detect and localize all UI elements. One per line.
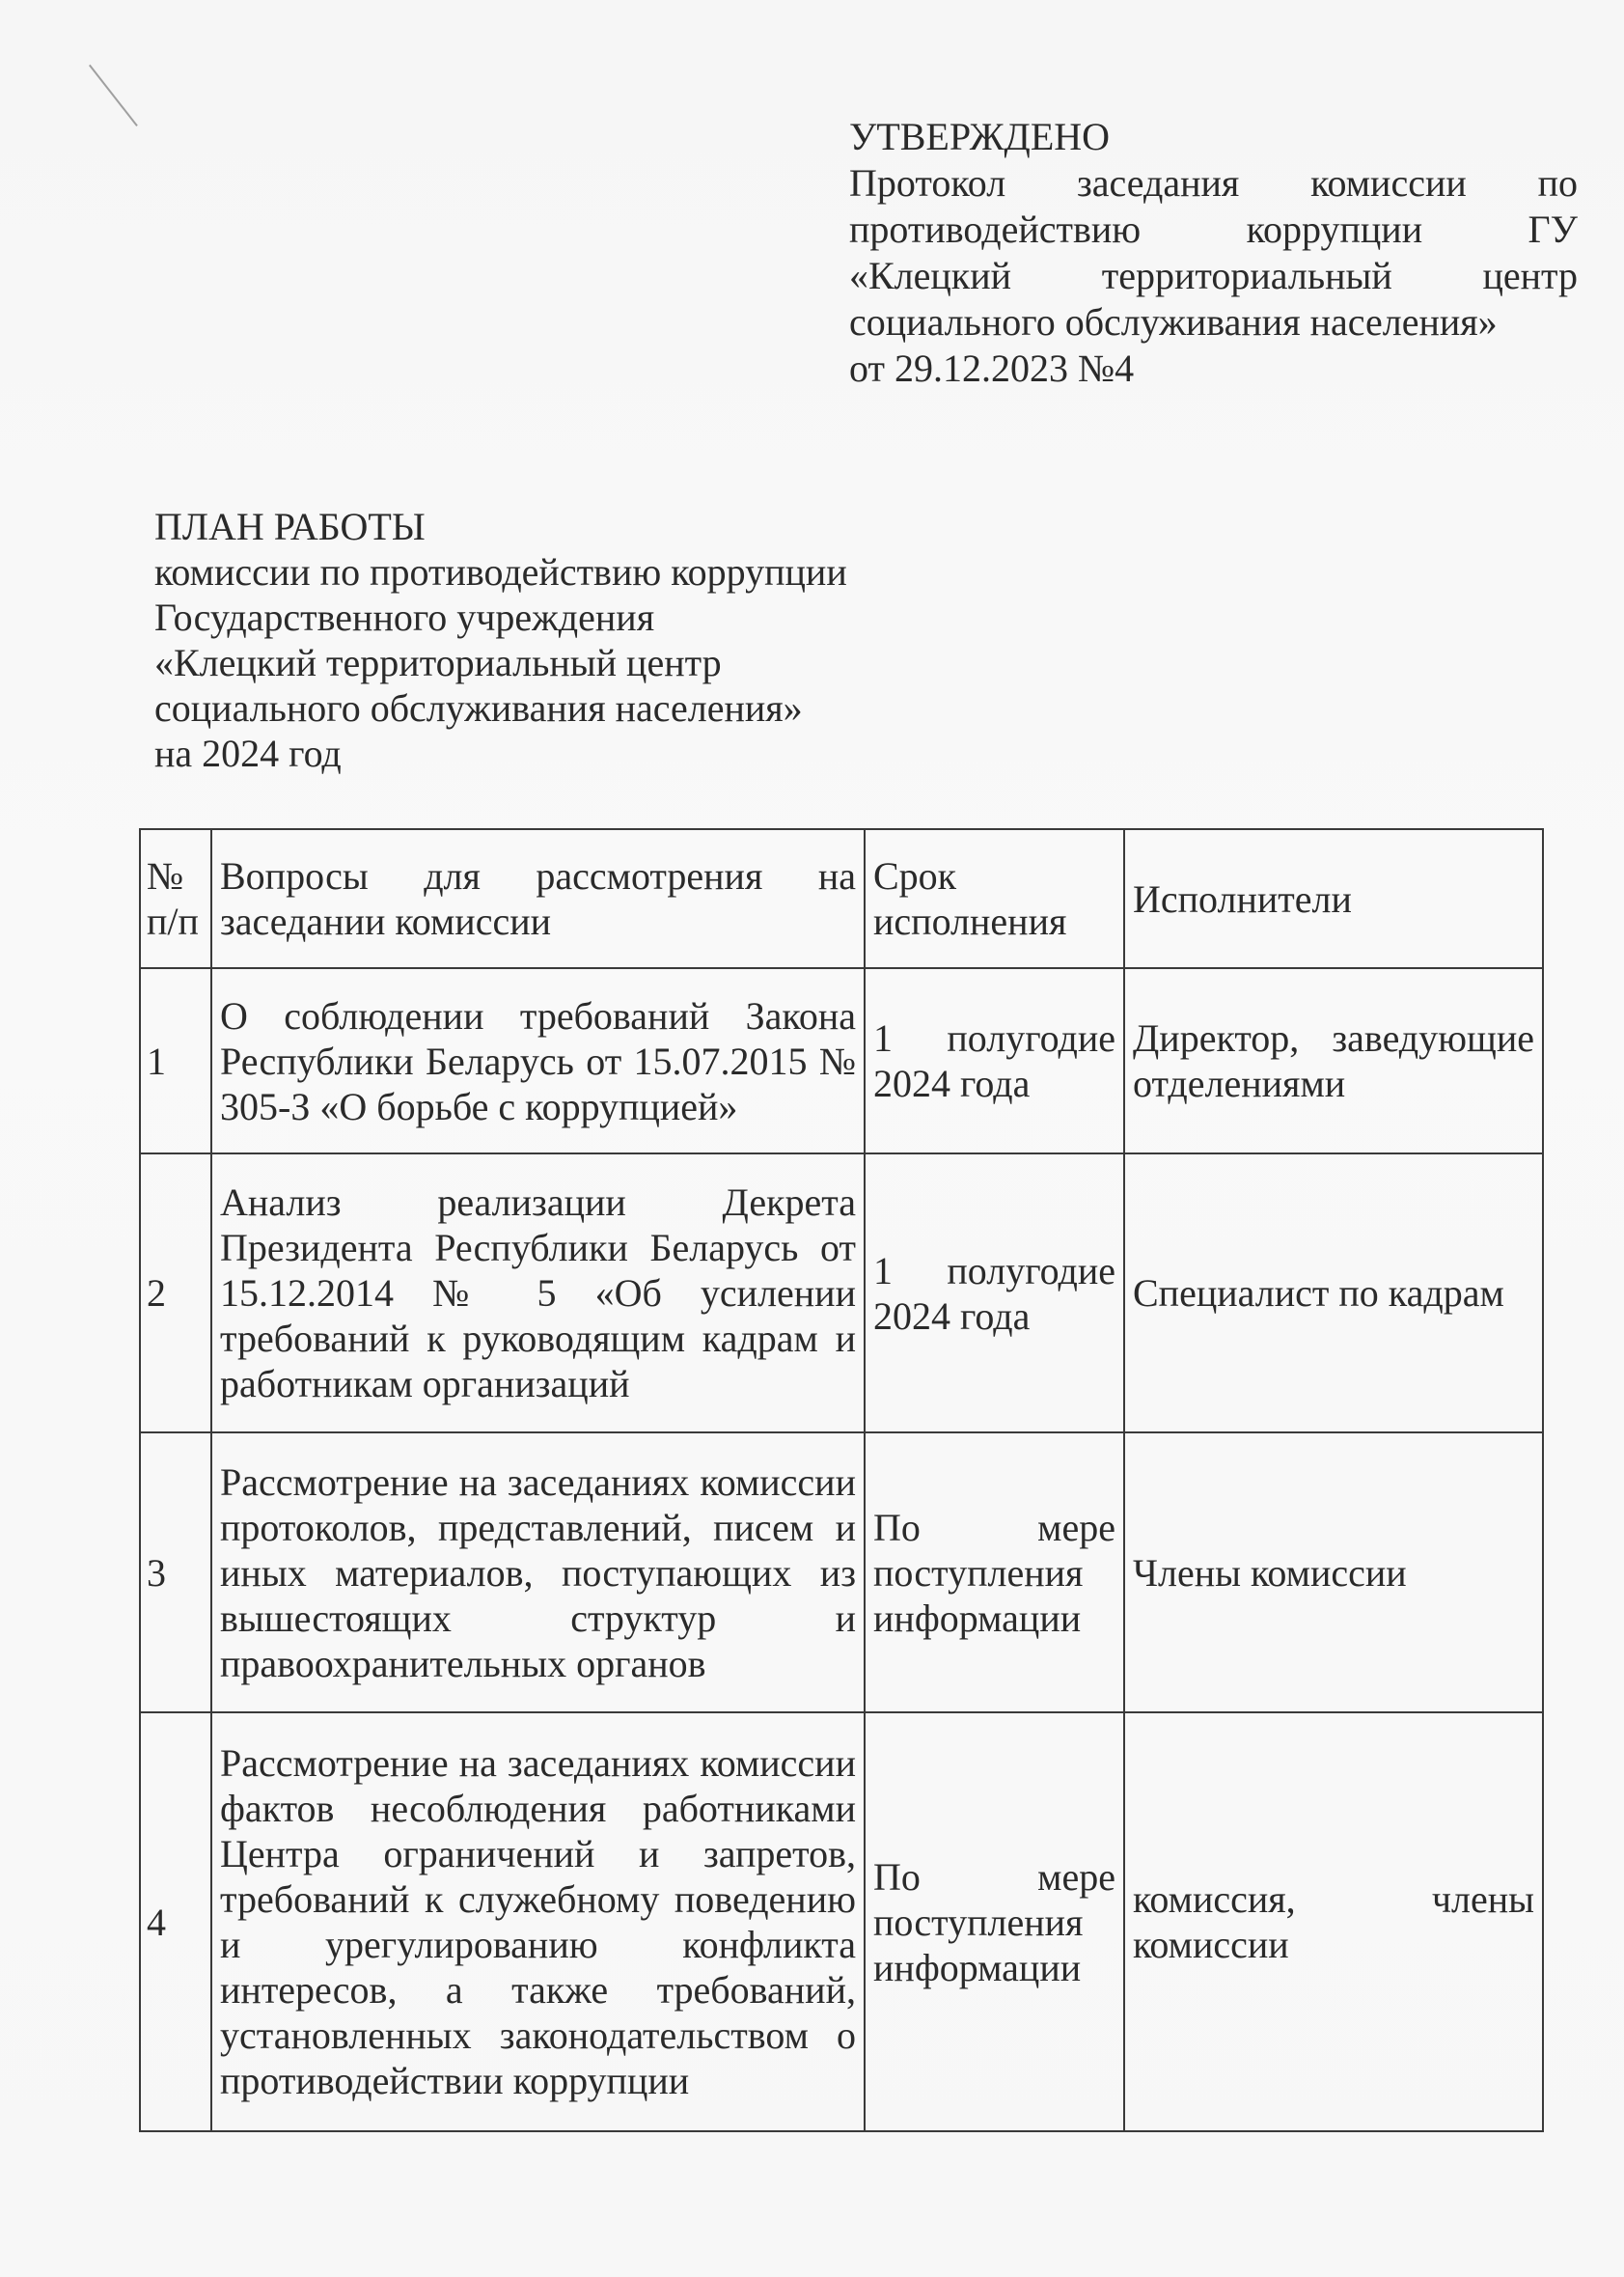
plan-table <box>139 828 1544 2132</box>
row-num: 3 <box>140 1432 211 1712</box>
approval-line: противодействию коррупции ГУ <box>849 208 1578 251</box>
scan-artifact <box>89 65 138 126</box>
plan-subtitle-line: на 2024 год <box>154 732 342 775</box>
plan-subtitle-line: Государственного учреждения <box>154 596 655 639</box>
approval-line: Протокол заседания комиссии по <box>849 161 1578 205</box>
row-deadline: По мере поступления информации <box>865 1432 1124 1712</box>
header-question: Вопросы для рассмотрения на заседании комиссии <box>211 829 865 968</box>
row-deadline: 1 полугодие 2024 года <box>865 968 1124 1153</box>
row-num: 1 <box>140 968 211 1153</box>
table-row <box>140 1432 1543 1712</box>
table-row <box>140 1712 1543 2131</box>
approval-line: социального обслуживания населения» <box>849 300 1498 344</box>
table-row <box>140 968 1543 1153</box>
row-deadline: 1 полугодие 2024 года <box>865 1153 1124 1432</box>
row-executors: Директор, заведующие отделениями <box>1124 968 1543 1153</box>
row-question: Анализ реализации Декрета Президента Республики Беларусь от 15.12.2014 № 5 «Об усилении требований к руководящим кадрам и работникам организаций <box>211 1153 865 1432</box>
header-deadline: Срок исполнения <box>865 829 1124 968</box>
plan-subtitle-line: комиссии по противодействию коррупции <box>154 550 847 594</box>
row-deadline: По мере поступления информации <box>865 1712 1124 2131</box>
plan-title-block <box>154 504 1023 776</box>
row-num: 4 <box>140 1712 211 2131</box>
row-question: Рассмотрение на заседаниях комиссии фактов несоблюдения работниками Центра ограничений и запретов, требований к служебному поведению и урегулированию конфликта интересов, а также требований, установленных законодательством о противодействии коррупции <box>211 1712 865 2131</box>
row-executors: комиссия, члены комиссии <box>1124 1712 1543 2131</box>
row-executors: Специалист по кадрам <box>1124 1153 1543 1432</box>
plan-subtitle-line: социального обслуживания населения» <box>154 686 803 730</box>
approval-block <box>849 114 1578 392</box>
row-executors: Члены комиссии <box>1124 1432 1543 1712</box>
approval-line: «Клецкий территориальный центр <box>849 254 1578 297</box>
header-num: № п/п <box>140 829 211 968</box>
row-question: О соблюдении требований Закона Республики Беларусь от 15.07.2015 № 305-З «О борьбе с коррупцией» <box>211 968 865 1153</box>
approval-date: от 29.12.2023 №4 <box>849 347 1135 390</box>
plan-subtitle-line: «Клецкий территориальный центр <box>154 641 722 684</box>
plan-title: ПЛАН РАБОТЫ <box>154 505 426 548</box>
row-question: Рассмотрение на заседаниях комиссии протоколов, представлений, писем и иных материалов, поступающих из вышестоящих структур и правоохранительных органов <box>211 1432 865 1712</box>
row-num: 2 <box>140 1153 211 1432</box>
table-header-row <box>140 829 1543 968</box>
table-row <box>140 1153 1543 1432</box>
approval-heading: УТВЕРЖДЕНО <box>849 115 1111 158</box>
header-executors: Исполнители <box>1124 829 1543 968</box>
